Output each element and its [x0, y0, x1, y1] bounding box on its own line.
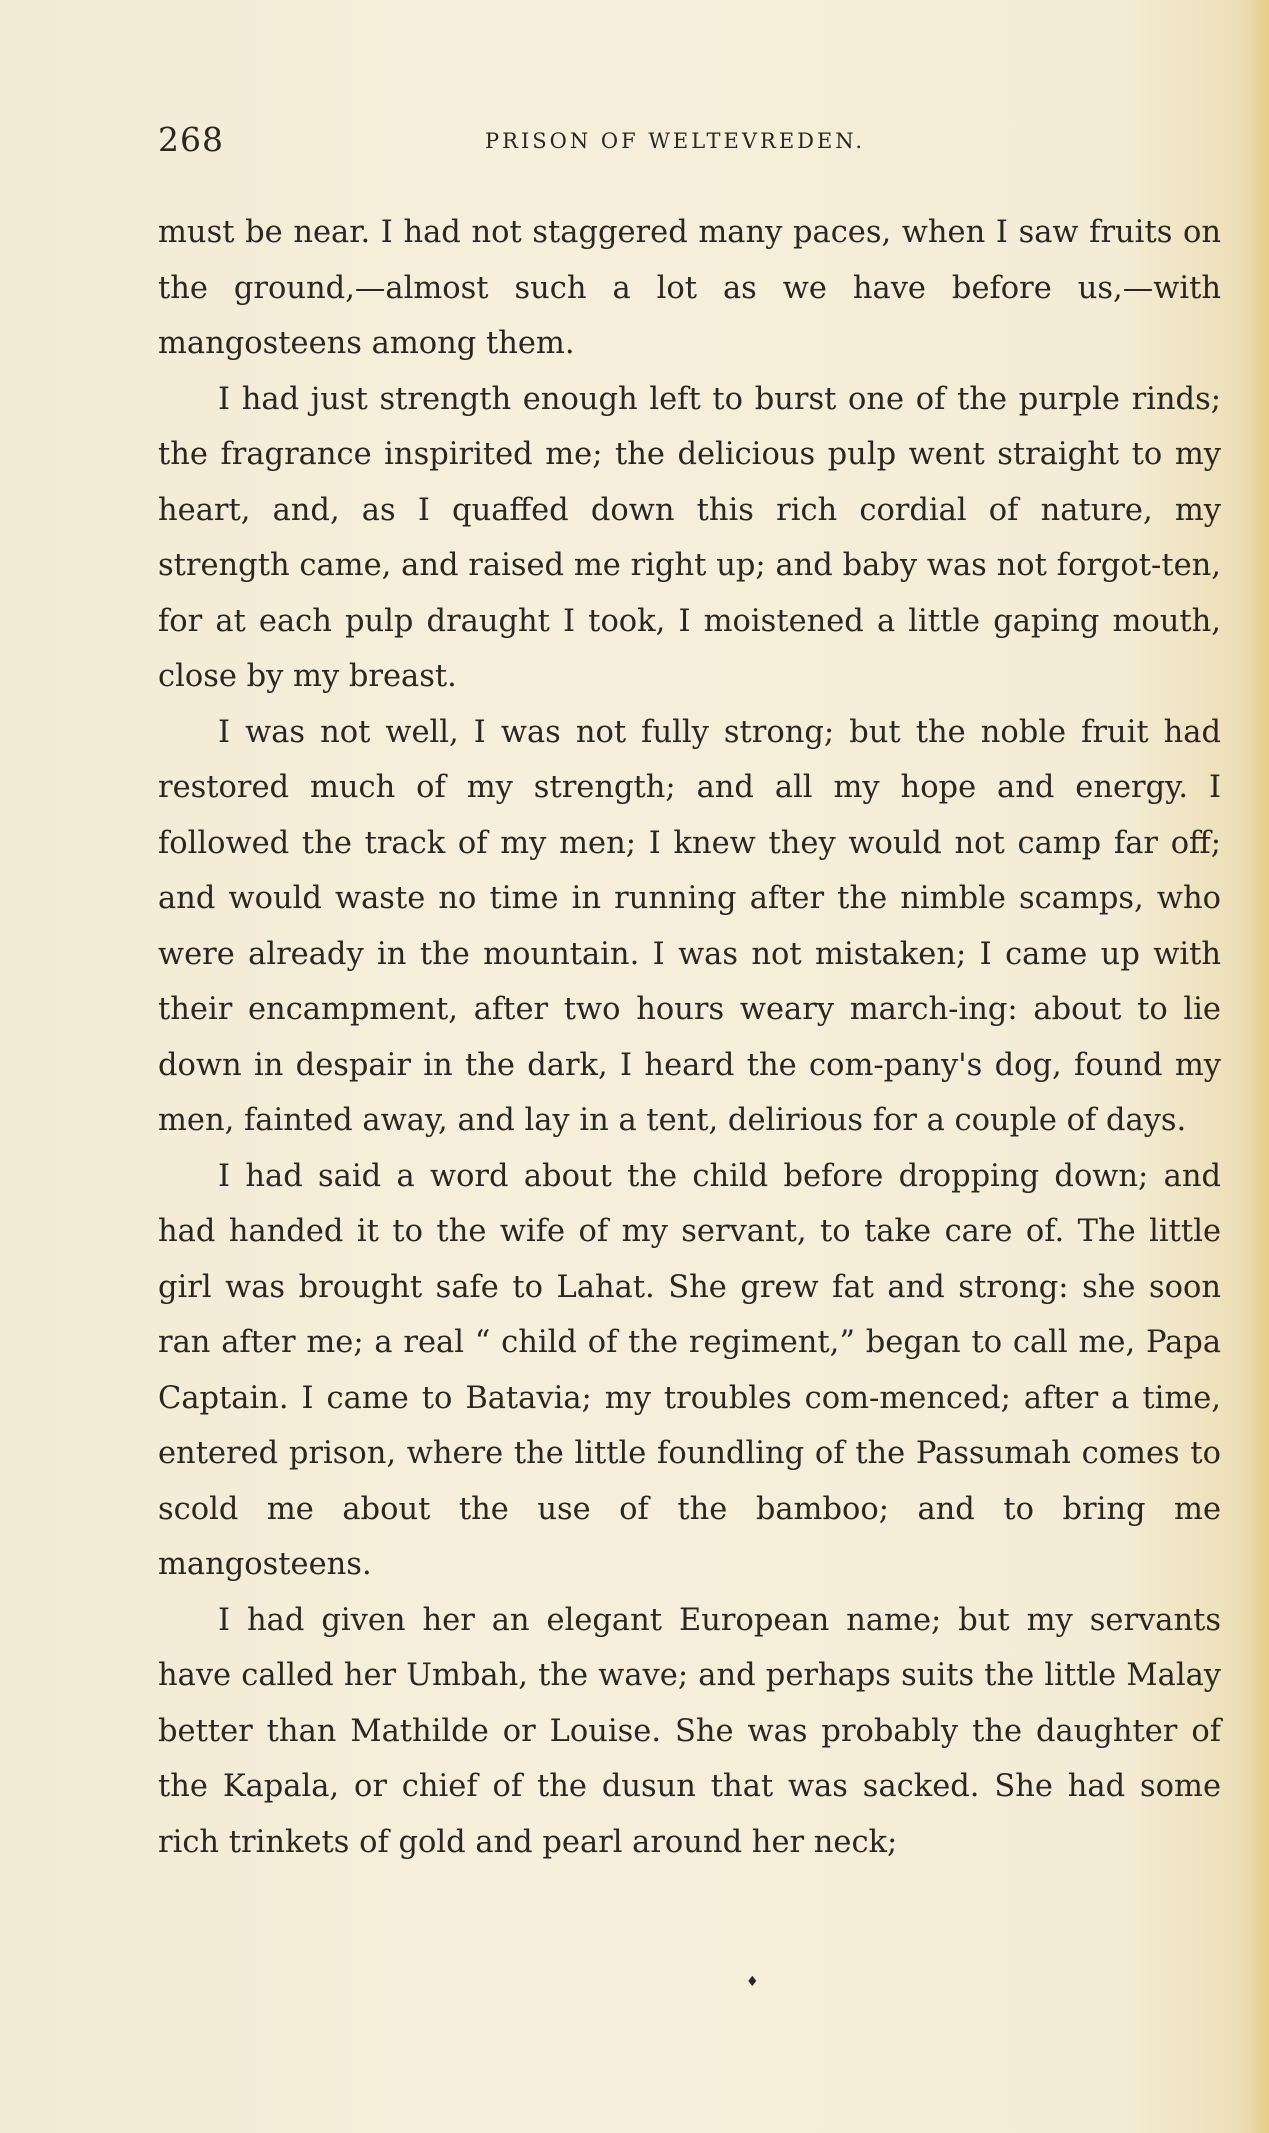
- paragraph-2: I had just strength enough left to burst one of the purple rinds; the fragrance inspirited me; the delicious pulp went straight to my heart, and, as I quaffed down this rich cordial of nature, my strength came, and raised me right up; and baby was not forgot-ten, for at each pulp draught I took, I moistened a little gaping mouth, close by my breast.: [158, 381, 1221, 694]
- signature-mark: ♦: [746, 1974, 759, 1990]
- page-edge-shadow: [1251, 0, 1269, 2133]
- body-text: [158, 205, 1221, 1870]
- page-number: 268: [158, 120, 224, 159]
- paragraph-3: I was not well, I was not fully strong; but the noble fruit had restored much of my strength; and all my hope and energy. I followed the track of my men; I knew they would not camp far off; and would waste no time in running after the nimble scamps, who were already in the mountain. I was not mistaken; I came up with their encampment, after two hours weary march-ing: about to lie down in despair in the dark, I heard the com-pany's dog, found my men, fainted away, and lay in a tent, delirious for a couple of days.: [158, 714, 1221, 1138]
- running-head: [158, 120, 1088, 168]
- paragraph-4: I had said a word about the child before dropping down; and had handed it to the wife of my servant, to take care of. The little girl was brought safe to Lahat. She grew fat and strong: she soon ran after me; a real “ child of the regiment,” began to call me, Papa Captain. I came to Batavia; my troubles com-menced; after a time, entered prison, where the little foundling of the Passumah comes to scold me about the use of the bamboo; and to bring me mangosteens.: [158, 1158, 1221, 1582]
- paragraph-5: I had given her an elegant European name; but my servants have called her Umbah, the wave; and perhaps suits the little Malay better than Mathilde or Louise. She was probably the daughter of the Kapala, or chief of the dusun that was sacked. She had some rich trinkets of gold and pearl around her neck;: [158, 1602, 1221, 1860]
- running-title: PRISON OF WELTEVREDEN.: [485, 129, 866, 153]
- paragraph-1: must be near. I had not staggered many paces, when I saw fruits on the ground,—almost such a lot as we have before us,—with mangosteens among them.: [158, 215, 1221, 361]
